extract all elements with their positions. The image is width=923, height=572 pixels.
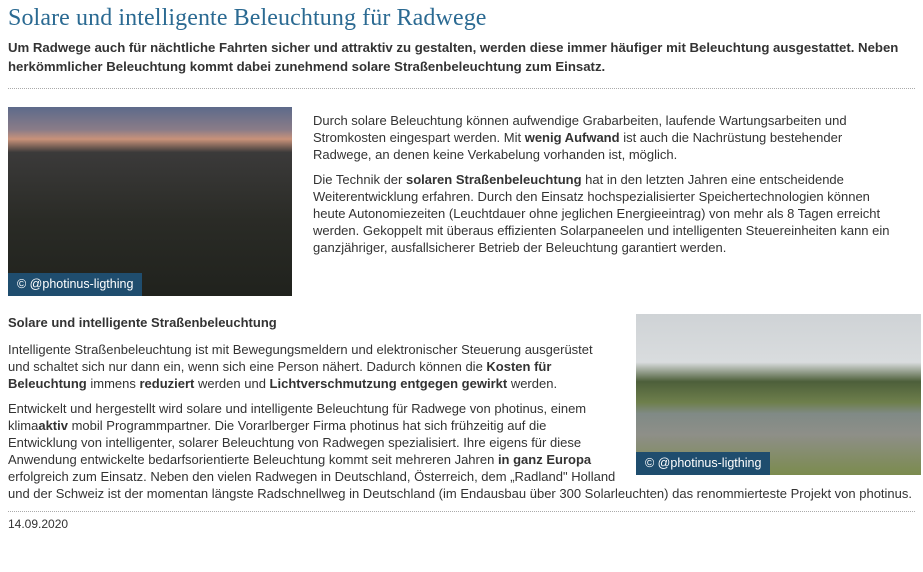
text: hat in den letzten Jahren eine entscheidende Weiterentwicklung erfahren. Durch den Einsatz hochspezialisierter Speichertechnologien können heute Autonomiezeiten (Leuchtdauer ohne jeglichen Energieeintrag) von mehr als 8 Tagen erreicht werden. Gekoppelt mit überaus effizienten Solarpaneelen und intelligenten Steuereinheiten kann ein ganzjähriger, ausfallsicherer Betrieb der Beleuchtung garantiert werden. — [313, 172, 890, 255]
text: mobil Programmpartner. Die Vorarlberger Firma photinus hat sich frühzeitig auf die Entwicklung von intelligenter, solarer Beleuchtung von Radwegen spezialisiert. Ihre eigens für diese Anwendung entwickelte bedarfsorientierte Beleuchtung kommt seit mehreren Jahren — [8, 418, 582, 467]
text: erfolgreich zum Einsatz. Neben den vielen Radwegen in Deutschland, Österreich, dem „Radland" Holland und der Schweiz ist der momentan längste Radschnellweg in Deutschland (im Endausbau über 300 Solarleuchten) das renommierteste Projekt von photinus. — [8, 469, 913, 501]
page-title: Solare und intelligente Beleuchtung für Radwege — [8, 5, 487, 31]
text: werden und — [194, 376, 270, 391]
paragraph — [313, 112, 893, 163]
lead-paragraph: Um Radwege auch für nächtliche Fahrten sicher und attraktiv zu gestalten, werden diese immer häufiger mit Beleuchtung ausgestattet. Neben herkömmlicher Beleuchtung kommt dabei zunehmend solare Straßenbeleuchtung zum Einsatz. — [8, 40, 899, 74]
bold-text: wenig Aufwand — [524, 130, 620, 145]
divider — [8, 88, 915, 89]
bold-text: in ganz Europa — [497, 452, 592, 467]
text: werden. — [507, 376, 558, 391]
text: Entwickelt und hergestellt wird solare und intelligente Beleuchtung für Radwege von photinus, einem klima — [8, 401, 587, 433]
bold-text: reduziert — [139, 376, 195, 391]
photo-night-bike-path — [8, 107, 292, 296]
text: immens — [86, 376, 140, 391]
section-heading: Solare und intelligente Straßenbeleuchtung — [8, 315, 277, 330]
photo-credit: © @photinus-ligthing — [8, 273, 142, 296]
photo-credit: © @photinus-ligthing — [636, 452, 770, 475]
paragraph — [313, 171, 893, 256]
text: Durch solare Beleuchtung können aufwendige Grabarbeiten, laufende Wartungsarbeiten und Stromkosten eingespart werden. Mit — [313, 113, 847, 145]
bold-text: aktiv — [38, 418, 68, 433]
text: Intelligente Straßenbeleuchtung ist mit Bewegungsmeldern und elektronischer Steuerung ausgerüstet und schaltet sich nur dann ein, wenn sich eine Person nähert. Dadurch können die — [8, 342, 593, 374]
section-intro — [8, 107, 915, 302]
text: ist auch die Nachrüstung bestehender Radwege, an denen keine Verkabelung vorhanden ist, möglich. — [313, 130, 843, 162]
photo-day-bike-path — [636, 314, 921, 475]
text: Die Technik der — [313, 172, 406, 187]
publish-date: 14.09.2020 — [8, 517, 69, 531]
section-intelligent-lighting — [8, 314, 915, 502]
bold-text: Lichtverschmutzung entgegen gewirkt — [269, 376, 508, 391]
bold-text: solaren Straßenbeleuchtung — [405, 172, 582, 187]
divider — [8, 511, 915, 512]
bold-text: Kosten für Beleuchtung — [8, 359, 552, 391]
